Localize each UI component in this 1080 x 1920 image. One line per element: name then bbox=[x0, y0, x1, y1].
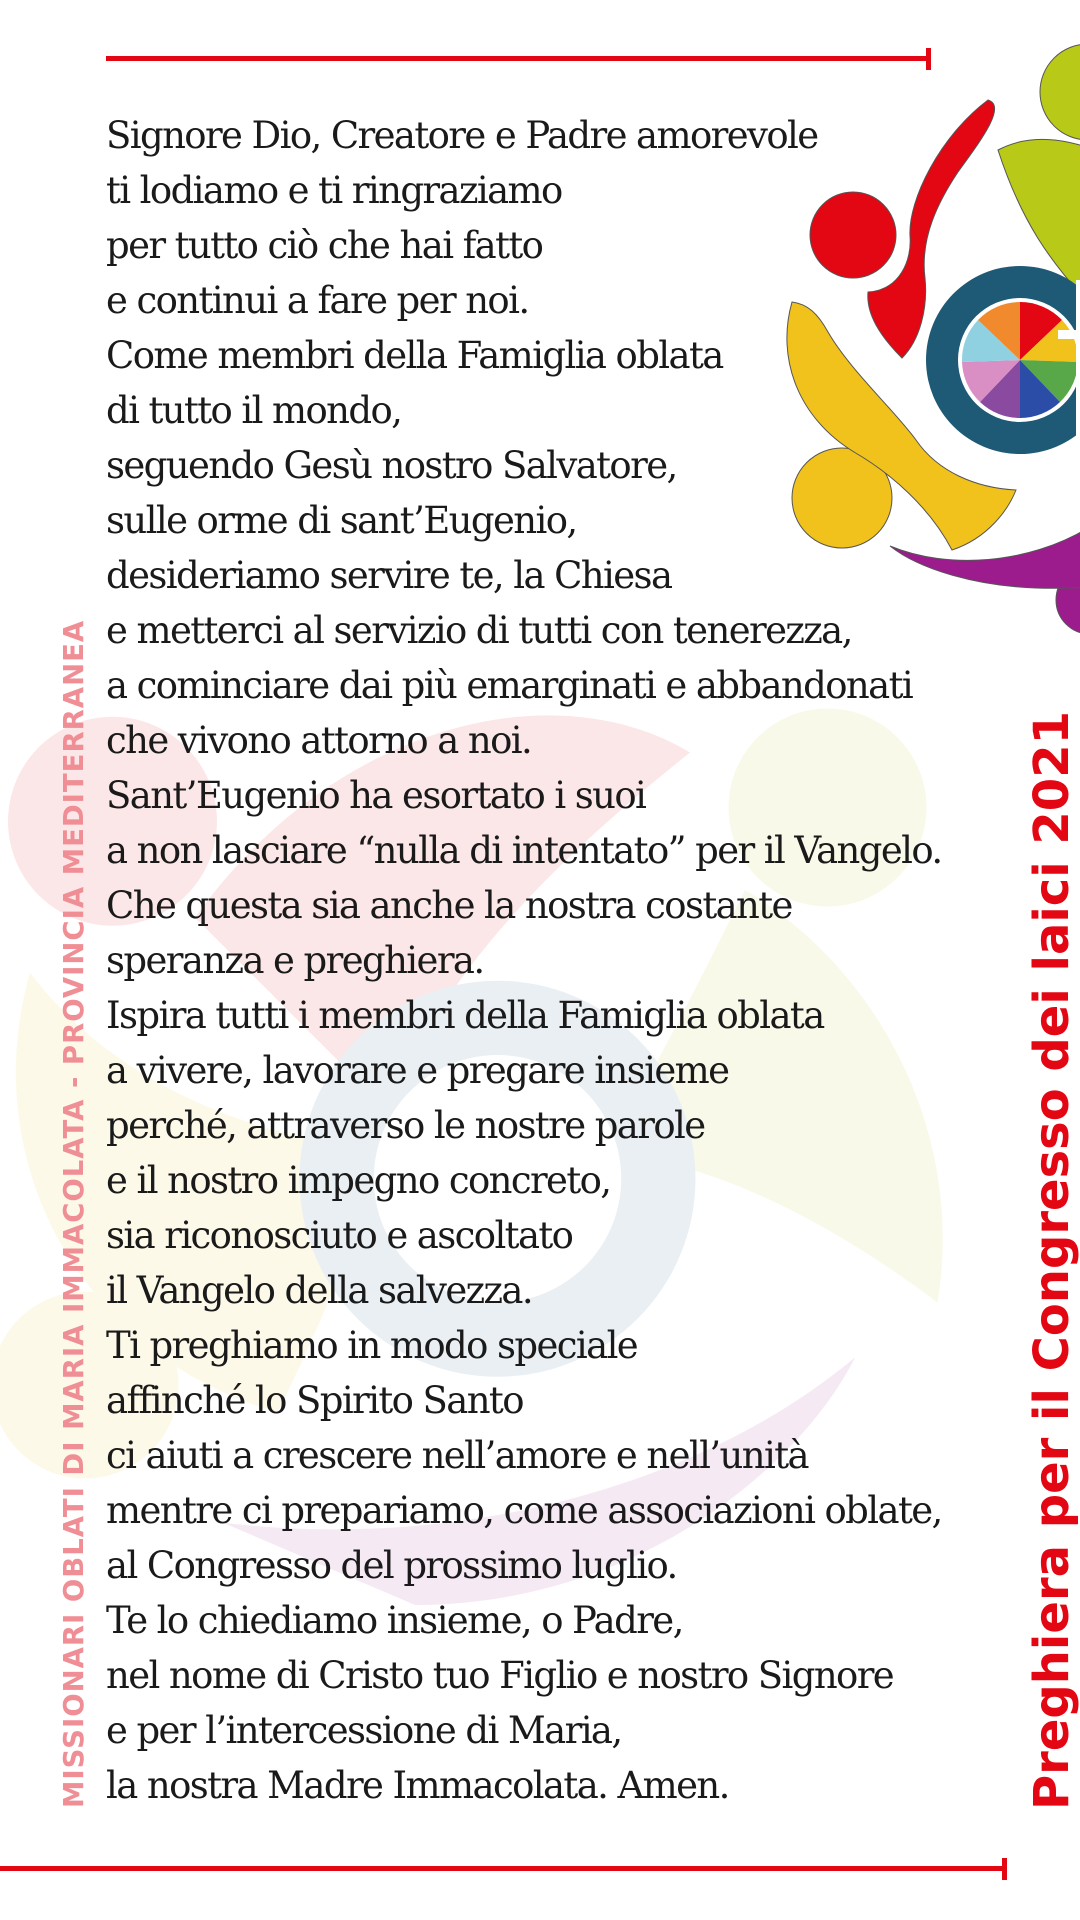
prayer-line: e il nostro impegno concreto, bbox=[106, 1159, 611, 1202]
prayer-line: desideriamo servire te, la Chiesa bbox=[106, 554, 672, 597]
bottom-rule-cap bbox=[1002, 1858, 1007, 1880]
prayer-line: nel nome di Cristo tuo Figlio e nostro Signore bbox=[106, 1654, 894, 1697]
prayer-line: e per l’intercessione di Maria, bbox=[106, 1709, 622, 1752]
prayer-text bbox=[106, 108, 986, 1813]
prayer-line: al Congresso del prossimo luglio. bbox=[106, 1544, 677, 1587]
prayer-line: Signore Dio, Creatore e Padre amorevole bbox=[106, 114, 818, 157]
prayer-line: Te lo chiediamo insieme, o Padre, bbox=[106, 1599, 683, 1642]
prayer-line: che vivono attorno a noi. bbox=[106, 719, 532, 762]
prayer-line: a vivere, lavorare e pregare insieme bbox=[106, 1049, 729, 1092]
bottom-rule bbox=[0, 1866, 1006, 1871]
prayer-line: a non lasciare “nulla di intentato” per il Vangelo. bbox=[106, 829, 942, 872]
prayer-line: e continui a fare per noi. bbox=[106, 279, 529, 322]
prayer-line: e metterci al servizio di tutti con tenerezza, bbox=[106, 609, 852, 652]
prayer-line: affinché lo Spirito Santo bbox=[106, 1379, 523, 1422]
prayer-line: speranza e preghiera. bbox=[106, 939, 484, 982]
province-side-text: MISSIONARI OBLATI DI MARIA IMMACOLATA - PROVINCIA MEDITERRANEA bbox=[58, 619, 90, 1808]
prayer-line: la nostra Madre Immacolata. Amen. bbox=[106, 1764, 729, 1807]
prayer-line: perché, attraverso le nostre parole bbox=[106, 1104, 705, 1147]
prayer-title: Preghiera per il Congresso dei laici 2021 bbox=[1024, 710, 1080, 1810]
prayer-line: Sant’Eugenio ha esortato i suoi bbox=[106, 774, 646, 817]
prayer-line: sulle orme di sant’Eugenio, bbox=[106, 499, 577, 542]
prayer-line: Come membri della Famiglia oblata bbox=[106, 334, 723, 377]
prayer-line: ti lodiamo e ti ringraziamo bbox=[106, 169, 562, 212]
prayer-line: Che questa sia anche la nostra costante bbox=[106, 884, 792, 927]
prayer-line: Ispira tutti i membri della Famiglia oblata bbox=[106, 994, 824, 1037]
prayer-line: Ti preghiamo in modo speciale bbox=[106, 1324, 638, 1367]
prayer-line: ci aiuti a crescere nell’amore e nell’unità bbox=[106, 1434, 808, 1477]
prayer-line: a cominciare dai più emarginati e abbandonati bbox=[106, 664, 913, 707]
prayer-line: di tutto il mondo, bbox=[106, 389, 402, 432]
prayer-line: per tutto ciò che hai fatto bbox=[106, 224, 543, 267]
prayer-line: mentre ci prepariamo, come associazioni oblate, bbox=[106, 1489, 942, 1532]
prayer-line: il Vangelo della salvezza. bbox=[106, 1269, 533, 1312]
prayer-line: sia riconosciuto e ascoltato bbox=[106, 1214, 573, 1257]
prayer-line: seguendo Gesù nostro Salvatore, bbox=[106, 444, 677, 487]
